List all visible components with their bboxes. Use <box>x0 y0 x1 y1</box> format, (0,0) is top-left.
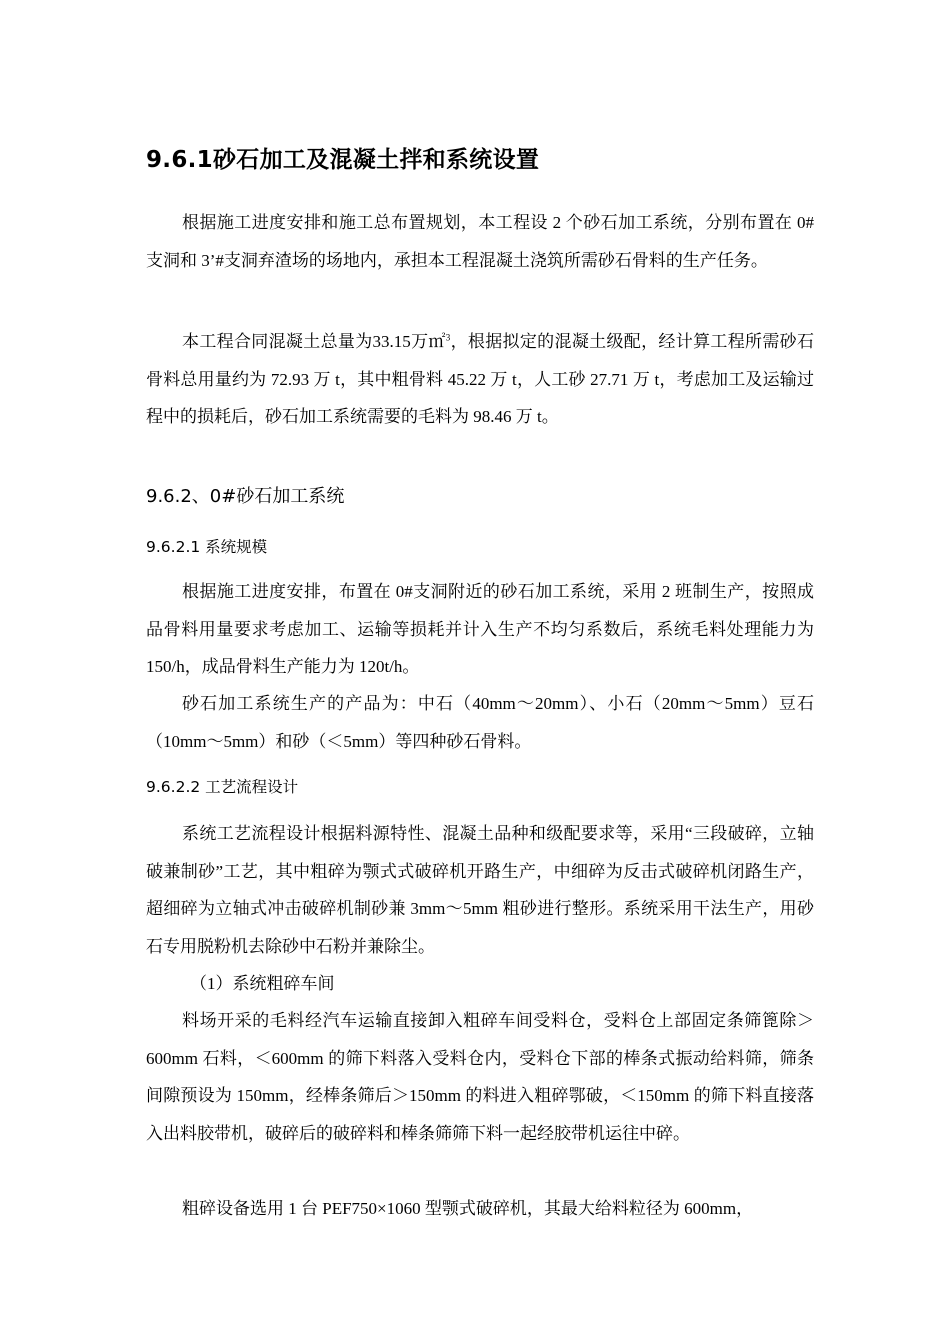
paragraph-intro: 根据施工进度安排和施工总布置规划，本工程设 2 个砂石加工系统，分别布置在 0#支洞和 3’#支洞弃渣场的场地内，承担本工程混凝土浇筑所需砂石骨料的生产任务。 <box>146 213 814 270</box>
list-item-coarse-crushing: （1）系统粗碎车间 <box>190 974 335 993</box>
paragraph-process: 系统工艺流程设计根据料源特性、混凝土品种和级配要求等，采用“三段破碎，立轴破兼制砂”工艺，其中粗碎为颚式式破碎机开路生产，中细碎为反击式破碎机闭路生产，超细碎为立轴式冲击破碎机制砂兼 3mm～5mm 粗砂进行整形。系统采用干法生产，用砂石专用脱粉机去除砂中石粉并兼除尘。 <box>146 824 814 956</box>
volume-superscript: 3 <box>445 332 451 343</box>
volume-text-a: 本工程合同混凝土总量为33.15万㎡ <box>182 332 446 351</box>
paragraph-products: 砂石加工系统生产的产品为：中石（40mm～20mm）、小石（20mm～5mm）豆石（10mm～5mm）和砂（＜5mm）等四种砂石骨料。 <box>146 694 814 751</box>
heading-9-6-2: 9.6.2、0#砂石加工系统 <box>146 486 345 507</box>
paragraph-equipment: 粗碎设备选用 1 台 PEF750×1060 型颚式破碎机，其最大给料粒径为 600mm， <box>182 1199 754 1218</box>
heading-9-6-2-1: 9.6.2.1 系统规模 <box>146 538 268 556</box>
paragraph-scale: 根据施工进度安排，布置在 0#支洞附近的砂石加工系统，采用 2 班制生产，按照成品骨料用量要求考虑加工、运输等损耗并计入生产不均匀系数后，系统毛料处理能力为 150/h，成品骨料生产能力为 120t/h。 <box>146 582 814 676</box>
paragraph-volume <box>146 323 814 436</box>
heading-9-6-1: 9.6.1砂石加工及混凝土拌和系统设置 <box>146 147 540 173</box>
heading-9-6-2-2: 9.6.2.2 工艺流程设计 <box>146 778 299 796</box>
paragraph-coarse-flow: 料场开采的毛料经汽车运输直接卸入粗碎车间受料仓，受料仓上部固定条筛篦除＞600mm 石料，＜600mm 的筛下料落入受料仓内，受料仓下部的棒条式振动给料筛，筛条间隙预设为 150mm，经棒条筛后＞150mm 的料进入粗碎鄂破，＜150mm 的筛下料直接落入出料胶带机，破碎后的破碎料和棒条筛筛下料一起经胶带机运往中碎。 <box>146 1011 814 1143</box>
volume-text-b: ，根据拟定的混凝土级配，经计算工程所需砂石骨料总用量约为 72.93 万 t，其中粗骨料 45.22 万 t，人工砂 27.71 万 t，考虑加工及运输过程中的损耗后，砂石加工系统需要的毛料为 98.46 万 t。 <box>146 332 814 426</box>
